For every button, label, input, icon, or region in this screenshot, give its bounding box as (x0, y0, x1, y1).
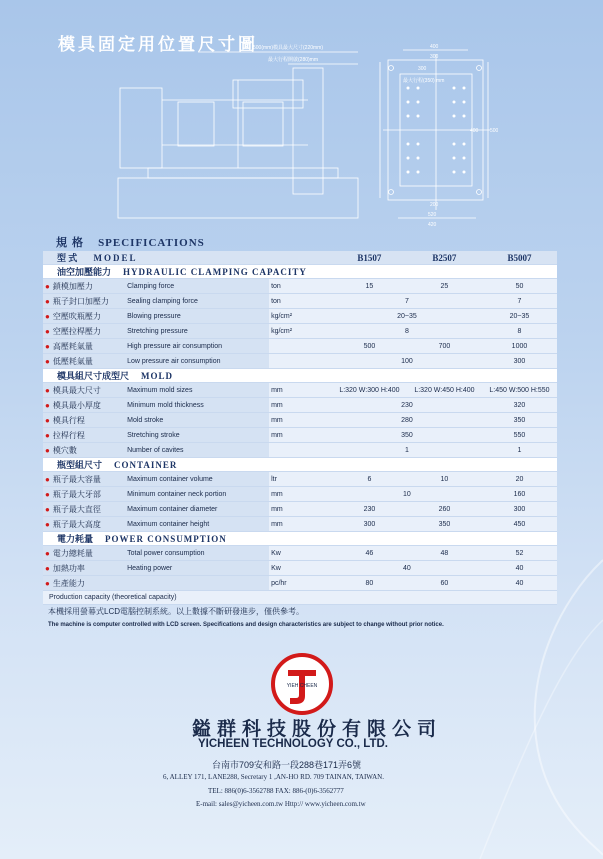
note-en: The machine is computer controlled with LCD screen. Specifications and design characteristics are subject to change without prior notice. (48, 622, 444, 628)
spec-row (43, 324, 557, 339)
spec-value-b5007: 350 (482, 413, 557, 428)
spec-label-en: Minimum container neck portion (125, 487, 269, 502)
spec-value-b1507: 46 (332, 546, 407, 561)
spec-value-b2507: 260 (407, 502, 482, 517)
note-zh: 本機採用螢幕式LCD電腦控制系統。以上數據不斷研發進步，僅供參考。 (48, 607, 305, 616)
spec-label-zh (43, 428, 125, 443)
spec-unit: pc/hr (269, 576, 332, 591)
company-name-en: YICHEEN TECHNOLOGY CO., LTD. (198, 738, 388, 750)
spec-row (43, 294, 557, 309)
spec-row (43, 279, 557, 294)
section-header (43, 265, 557, 279)
spec-heading (56, 234, 205, 250)
model-b5007: B5007 (482, 251, 557, 265)
spec-unit (269, 354, 332, 369)
bullet-icon: ● (45, 341, 50, 351)
section-header (43, 369, 557, 383)
spec-row (43, 472, 557, 487)
spec-label-zh (43, 309, 125, 324)
spec-unit: mm (269, 383, 332, 398)
section-header (43, 532, 557, 546)
spec-value-b1507-b2507: 1 (332, 443, 482, 458)
spec-label-zh-text: 空壓拉桿壓力 (52, 326, 101, 336)
spec-value-b2507: 350 (407, 517, 482, 532)
section-title (43, 532, 557, 546)
spec-label-en: Blowing pressure (125, 309, 269, 324)
bullet-icon: ● (45, 548, 50, 558)
section-title (43, 458, 557, 472)
spec-label-zh-text: 瓶子最大牙部 (52, 489, 101, 499)
model-label-zh: 型 式 (57, 253, 78, 263)
company-name-zh: 鎰群科技股份有限公司 (192, 719, 443, 740)
spec-value-b5007: 40 (482, 561, 557, 576)
spec-row (43, 428, 557, 443)
spec-label-en: High pressure air consumption (125, 339, 269, 354)
spec-row (43, 561, 557, 576)
spec-value-b1507-b2507: 350 (332, 428, 482, 443)
model-row (43, 251, 557, 265)
spec-label-zh (43, 398, 125, 413)
spec-value-b5007: 320 (482, 398, 557, 413)
dim-top-1: 400 (430, 44, 439, 50)
spec-unit: mm (269, 413, 332, 428)
spec-value-b1507-b2507: 8 (332, 324, 482, 339)
spec-label-zh (43, 487, 125, 502)
spec-label-zh-text: 模具最小厚度 (52, 400, 101, 410)
spec-value-b5007: 40 (482, 576, 557, 591)
model-label-en: MODEL (93, 253, 138, 263)
dim-top-3: 300 (418, 66, 427, 72)
spec-unit: kg/cm² (269, 324, 332, 339)
spec-unit: mm (269, 502, 332, 517)
spec-value-b1507-b2507: 10 (332, 487, 482, 502)
spec-value-b5007: 300 (482, 354, 557, 369)
company-logo (270, 652, 334, 716)
spec-value-b1507: 230 (332, 502, 407, 517)
spec-value-b5007: 20 (482, 472, 557, 487)
spec-row (43, 398, 557, 413)
spec-value-b5007: 50 (482, 279, 557, 294)
spec-value-b1507-b2507: 100 (332, 354, 482, 369)
spec-label-zh (43, 443, 125, 458)
spec-value-b1507-b2507: 40 (332, 561, 482, 576)
spec-label-zh-text: 模穴數 (52, 445, 77, 455)
spec-value-b1507: 300 (332, 517, 407, 532)
spec-row (43, 546, 557, 561)
bullet-icon: ● (45, 356, 50, 366)
dim-bottom-1: 200 (430, 202, 439, 208)
bullet-icon: ● (45, 563, 50, 573)
spec-heading-en: SPECIFICATIONS (98, 237, 205, 249)
bullet-icon: ● (45, 489, 50, 499)
section-title (43, 369, 557, 383)
spec-value-b1507: 15 (332, 279, 407, 294)
spec-label-zh-text: 生產能力 (52, 578, 85, 588)
spec-unit: Kw (269, 561, 332, 576)
spec-label-en: Mold stroke (125, 413, 269, 428)
spec-label-zh-text: 瓶子最大直徑 (52, 504, 101, 514)
spec-label-zh-text: 加熱功率 (52, 563, 85, 573)
spec-label-en: Stretching stroke (125, 428, 269, 443)
bullet-icon: ● (45, 504, 50, 514)
drawing-caption-top: 500(mm)模具最大尺寸(220mm) (253, 45, 324, 51)
spec-label-en: Number of cavites (125, 443, 269, 458)
section-title-zh: 模具組尺寸成型尺 (57, 371, 130, 381)
spec-label-zh-text: 瓶子封口加壓力 (52, 296, 109, 306)
spec-row (43, 487, 557, 502)
spec-label-zh (43, 576, 125, 591)
dim-bottom-2: 520 (428, 212, 437, 218)
spec-unit: Kw (269, 546, 332, 561)
spec-label-zh-text: 低壓耗氣量 (52, 356, 93, 366)
spec-value-b1507-b2507: 230 (332, 398, 482, 413)
spec-value-b5007: 20~35 (482, 309, 557, 324)
spec-label-zh (43, 354, 125, 369)
model-b1507: B1507 (332, 251, 407, 265)
spec-value-b5007: 1 (482, 443, 557, 458)
model-b2507: B2507 (407, 251, 482, 265)
drawing-caption-inner: 最大行程(350) mm (403, 78, 445, 84)
dim-top-2: 300 (430, 54, 439, 60)
spec-row (43, 339, 557, 354)
spec-value-b5007: 300 (482, 502, 557, 517)
bullet-icon: ● (45, 385, 50, 395)
spec-label-zh (43, 279, 125, 294)
spec-unit: kg/cm² (269, 309, 332, 324)
mold-position-drawing (58, 40, 498, 230)
spec-value-b1507: 6 (332, 472, 407, 487)
drawing-caption-stroke: 最大行程開啟(280)mm (268, 57, 319, 63)
section-title-en: POWER CONSUMPTION (105, 534, 227, 544)
spec-label-zh-text: 模具行程 (52, 415, 85, 425)
spec-label-zh-text: 鎖模加壓力 (52, 281, 93, 291)
spec-value-b5007: 1000 (482, 339, 557, 354)
spec-value-b2507: 25 (407, 279, 482, 294)
bullet-icon: ● (45, 430, 50, 440)
spec-label-en: Total power consumption (125, 546, 269, 561)
spec-label-zh-text: 高壓耗氣量 (52, 341, 93, 351)
section-title-zh: 瓶型組尺寸 (57, 460, 103, 470)
spec-label-en (125, 576, 269, 591)
section-title-zh: 油空加壓能力 (57, 267, 112, 277)
spec-label-zh-text: 電力總耗量 (52, 548, 93, 558)
spec-value-b5007: 8 (482, 324, 557, 339)
spec-label-en: Sealing clamping force (125, 294, 269, 309)
spec-row (43, 502, 557, 517)
spec-label-en: Stretching pressure (125, 324, 269, 339)
spec-unit (269, 339, 332, 354)
spec-value-b5007: 52 (482, 546, 557, 561)
spec-value-b2507: 60 (407, 576, 482, 591)
spec-unit: mm (269, 398, 332, 413)
spec-label-zh-text: 模具最大尺寸 (52, 385, 101, 395)
spec-row (43, 413, 557, 428)
spec-label-zh-text: 空壓吹瓶壓力 (52, 311, 101, 321)
spec-unit: mm (269, 428, 332, 443)
dim-side: 500 (490, 128, 498, 134)
spec-label-en: Maximum container volume (125, 472, 269, 487)
spec-label-zh (43, 546, 125, 561)
email-website[interactable]: E-mail: sales@yicheen.com.tw Http:// www.yicheen.com.tw (196, 800, 366, 808)
spec-table (43, 251, 557, 605)
bullet-icon: ● (45, 326, 50, 336)
spec-label-zh (43, 517, 125, 532)
spec-unit: ton (269, 294, 332, 309)
bullet-icon: ● (45, 474, 50, 484)
production-note-row (43, 591, 557, 605)
spec-body (43, 265, 557, 591)
section-header (43, 458, 557, 472)
bullet-icon: ● (45, 578, 50, 588)
spec-label-zh (43, 413, 125, 428)
address-zh: 台南市709安和路一段288巷171弄6號 (212, 760, 362, 770)
bullet-icon: ● (45, 519, 50, 529)
spec-value-b1507-b2507: 280 (332, 413, 482, 428)
spec-label-zh (43, 324, 125, 339)
spec-unit: mm (269, 487, 332, 502)
spec-row (43, 383, 557, 398)
spec-label-en: Maximum container height (125, 517, 269, 532)
spec-label-zh (43, 502, 125, 517)
section-title-en: MOLD (141, 371, 174, 381)
section-title-en: HYDRAULIC CLAMPING CAPACITY (123, 267, 307, 277)
bullet-icon: ● (45, 281, 50, 291)
spec-value-b5007: L:450 W:500 H:550 (482, 383, 557, 398)
spec-value-b1507: 500 (332, 339, 407, 354)
spec-label-en: Minimum mold thickness (125, 398, 269, 413)
spec-row (43, 576, 557, 591)
tel-fax: TEL: 886(0)6-3562788 FAX: 886-(0)6-3562777 (208, 787, 344, 795)
spec-heading-zh: 規 格 (56, 237, 85, 249)
spec-label-en: Clamping force (125, 279, 269, 294)
spec-row (43, 517, 557, 532)
spec-unit: ltr (269, 472, 332, 487)
spec-label-zh (43, 561, 125, 576)
spec-value-b2507: 700 (407, 339, 482, 354)
address-en: 6, ALLEY 171, LANE288, Secretary 1 ,AN-HO RD. 709 TAINAN, TAIWAN. (163, 773, 384, 781)
bullet-icon: ● (45, 311, 50, 321)
bullet-icon: ● (45, 296, 50, 306)
spec-label-en: Maximum mold sizes (125, 383, 269, 398)
spec-value-b2507: L:320 W:450 H:400 (407, 383, 482, 398)
spec-value-b5007: 160 (482, 487, 557, 502)
spec-label-zh-text: 瓶子最大容量 (52, 474, 101, 484)
spec-unit (269, 443, 332, 458)
spec-label-zh (43, 294, 125, 309)
spec-unit: mm (269, 517, 332, 532)
spec-label-zh-text: 瓶子最大高度 (52, 519, 101, 529)
spec-value-b2507: 10 (407, 472, 482, 487)
spec-row (43, 309, 557, 324)
spec-value-b5007: 550 (482, 428, 557, 443)
spec-value-b5007: 450 (482, 517, 557, 532)
spec-label-zh (43, 383, 125, 398)
bullet-icon: ● (45, 400, 50, 410)
section-title-zh: 電力耗量 (57, 534, 94, 544)
spec-value-b1507: L:320 W:300 H:400 (332, 383, 407, 398)
section-title (43, 265, 557, 279)
spec-value-b5007: 7 (482, 294, 557, 309)
spec-value-b1507-b2507: 7 (332, 294, 482, 309)
spec-label-en: Low pressure air consumption (125, 354, 269, 369)
dim-bottom-3: 420 (428, 222, 437, 228)
spec-label-en: Maximum container diameter (125, 502, 269, 517)
spec-value-b2507: 48 (407, 546, 482, 561)
section-title-en: CONTAINER (114, 460, 178, 470)
dim-side-2: 400 (470, 128, 479, 134)
spec-label-zh-text: 拉桿行程 (52, 430, 85, 440)
spec-label-zh (43, 339, 125, 354)
spec-row (43, 443, 557, 458)
spec-row (43, 354, 557, 369)
spec-value-b1507: 80 (332, 576, 407, 591)
bullet-icon: ● (45, 445, 50, 455)
spec-label-zh (43, 472, 125, 487)
spec-value-b1507-b2507: 20~35 (332, 309, 482, 324)
spec-label-en: Heating power (125, 561, 269, 576)
bullet-icon: ● (45, 415, 50, 425)
production-note: Production capacity (theoretical capacity) (43, 591, 557, 605)
spec-unit: ton (269, 279, 332, 294)
logo-text: YIEH CHEEN (286, 683, 318, 689)
page-title: 模具固定用位置尺寸圖 (58, 35, 258, 54)
